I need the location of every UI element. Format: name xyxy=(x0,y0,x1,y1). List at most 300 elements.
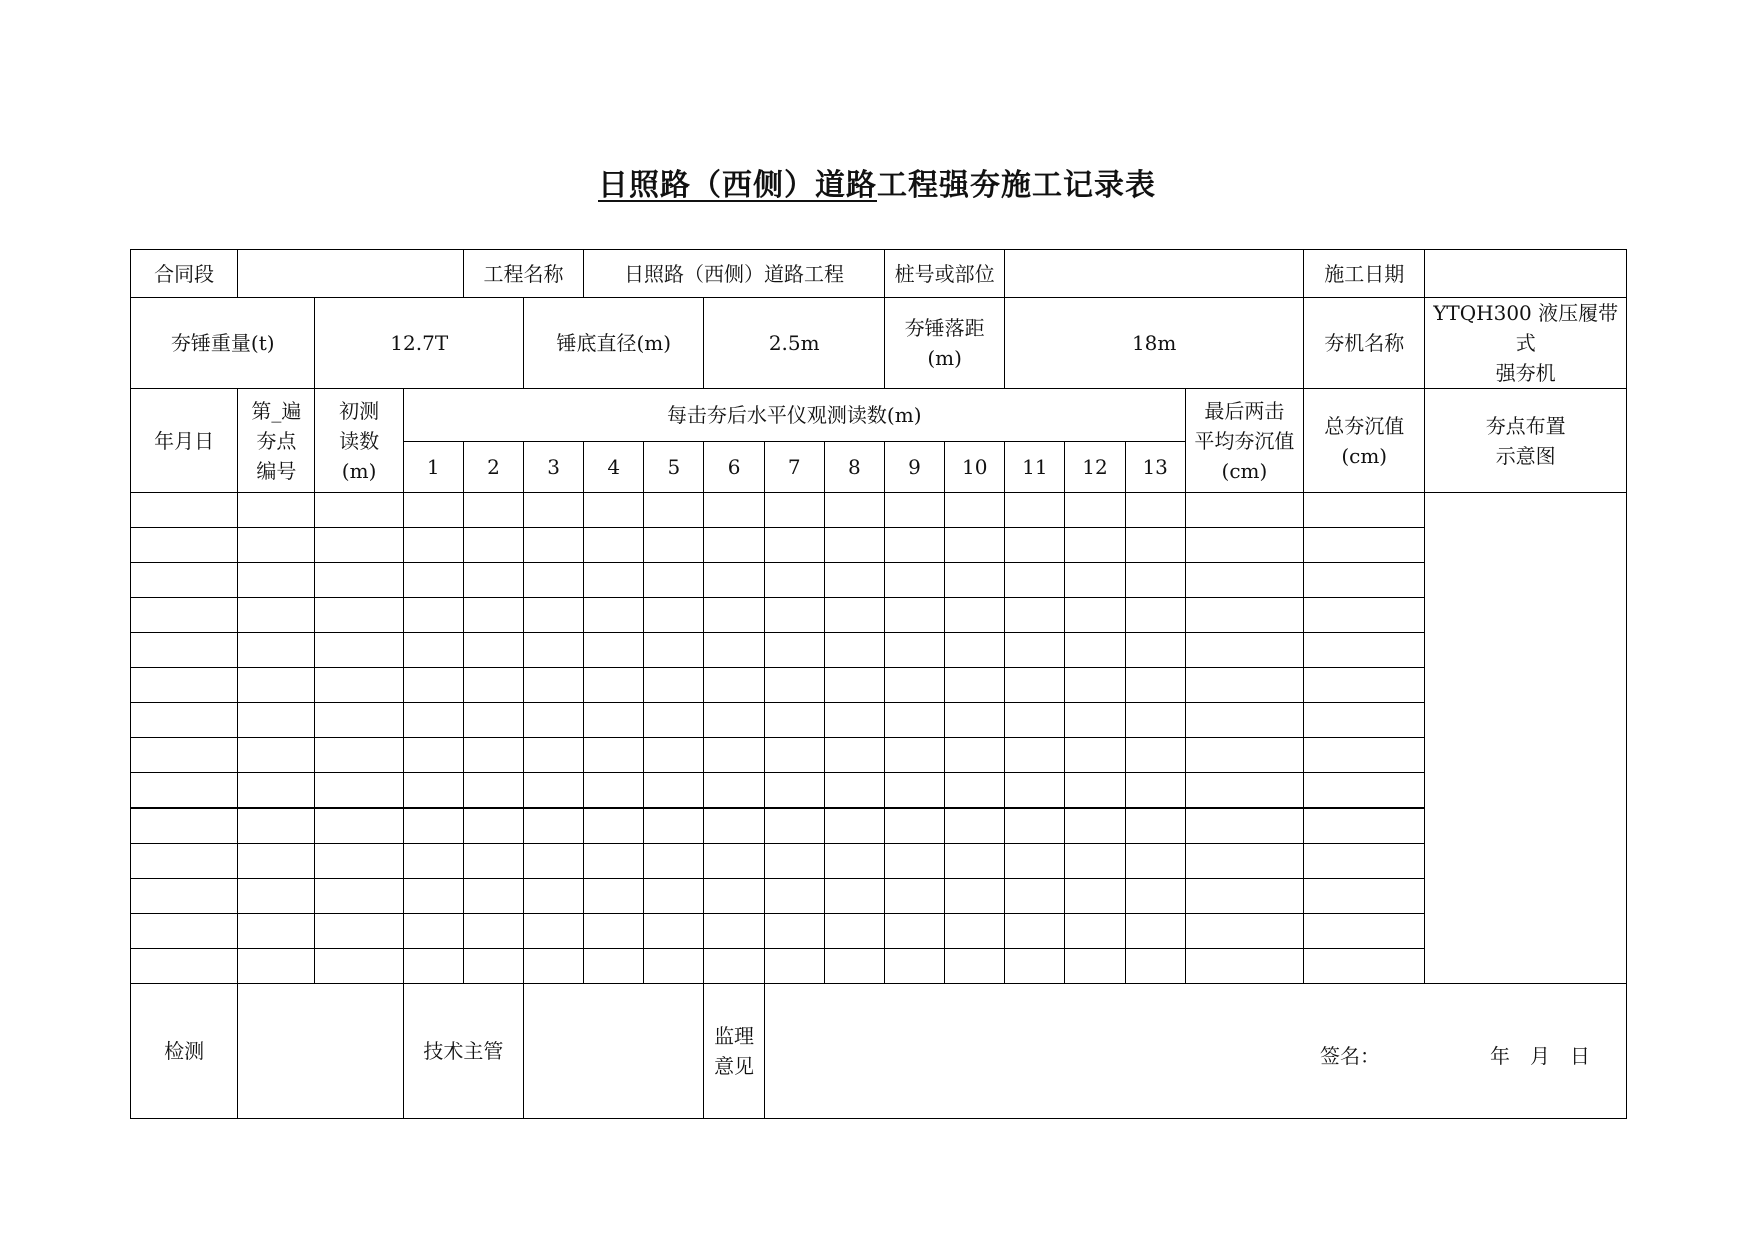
table-cell[interactable] xyxy=(1065,633,1125,668)
table-cell[interactable] xyxy=(704,879,764,914)
table-cell[interactable] xyxy=(584,703,644,738)
table-cell[interactable] xyxy=(131,668,238,703)
table-cell[interactable] xyxy=(1065,738,1125,773)
table-cell[interactable] xyxy=(884,633,944,668)
drop-height-value: 18m xyxy=(1005,298,1304,389)
table-cell[interactable] xyxy=(1185,773,1303,809)
table-cell[interactable] xyxy=(524,598,584,633)
table-cell[interactable] xyxy=(1185,738,1303,773)
table-cell[interactable] xyxy=(1005,738,1065,773)
table-cell[interactable] xyxy=(824,703,884,738)
table-cell[interactable] xyxy=(824,773,884,809)
table-cell[interactable] xyxy=(584,528,644,563)
table-cell[interactable] xyxy=(644,563,704,598)
table-cell[interactable] xyxy=(1005,528,1065,563)
table-cell[interactable] xyxy=(764,633,824,668)
table-cell[interactable] xyxy=(1065,703,1125,738)
table-cell[interactable] xyxy=(1185,879,1303,914)
table-row xyxy=(131,703,1627,738)
table-cell[interactable] xyxy=(1304,703,1425,738)
reading-number: 1 xyxy=(403,442,463,493)
signature-line xyxy=(1320,1040,1590,1069)
table-cell[interactable] xyxy=(764,844,824,879)
table-row xyxy=(131,808,1627,844)
table-cell[interactable] xyxy=(584,773,644,809)
table-cell[interactable] xyxy=(1125,598,1185,633)
table-row xyxy=(131,738,1627,773)
table-cell[interactable] xyxy=(131,528,238,563)
table-row xyxy=(131,914,1627,949)
hammer-weight-value: 12.7T xyxy=(315,298,524,389)
table-cell[interactable] xyxy=(764,738,824,773)
table-cell[interactable] xyxy=(764,493,824,528)
table-cell[interactable] xyxy=(945,738,1005,773)
table-cell[interactable] xyxy=(644,668,704,703)
table-cell[interactable] xyxy=(644,493,704,528)
tech-supervisor-field[interactable] xyxy=(524,984,704,1119)
contract-section-label: 合同段 xyxy=(131,250,238,298)
table-cell[interactable] xyxy=(1125,949,1185,984)
table-cell[interactable] xyxy=(884,914,944,949)
table-cell[interactable] xyxy=(824,914,884,949)
table-cell[interactable] xyxy=(1005,703,1065,738)
table-cell[interactable] xyxy=(1005,633,1065,668)
table-cell[interactable] xyxy=(764,808,824,844)
table-cell[interactable] xyxy=(704,808,764,844)
table-cell[interactable] xyxy=(644,598,704,633)
table-cell[interactable] xyxy=(463,703,523,738)
table-cell[interactable] xyxy=(315,738,403,773)
table-cell[interactable] xyxy=(1065,914,1125,949)
table-cell[interactable] xyxy=(824,563,884,598)
table-cell[interactable] xyxy=(463,914,523,949)
table-cell[interactable] xyxy=(884,879,944,914)
table-cell[interactable] xyxy=(1005,808,1065,844)
table-cell[interactable] xyxy=(704,703,764,738)
table-cell[interactable] xyxy=(524,703,584,738)
table-cell[interactable] xyxy=(704,598,764,633)
station-field[interactable] xyxy=(1005,250,1304,298)
table-cell[interactable] xyxy=(131,703,238,738)
table-cell[interactable] xyxy=(824,598,884,633)
table-cell[interactable] xyxy=(238,703,315,738)
table-cell[interactable] xyxy=(1304,493,1425,528)
header-row-2 xyxy=(131,298,1627,389)
reading-number: 5 xyxy=(644,442,704,493)
table-cell[interactable] xyxy=(315,773,403,809)
table-cell[interactable] xyxy=(315,563,403,598)
total-line2: (cm) xyxy=(1341,443,1388,468)
table-row xyxy=(131,633,1627,668)
table-cell[interactable] xyxy=(238,598,315,633)
table-cell[interactable] xyxy=(463,598,523,633)
table-cell[interactable] xyxy=(1304,738,1425,773)
table-cell[interactable] xyxy=(524,528,584,563)
table-row xyxy=(131,949,1627,984)
table-cell[interactable] xyxy=(315,879,403,914)
table-cell[interactable] xyxy=(403,949,463,984)
table-cell[interactable] xyxy=(1125,528,1185,563)
table-cell[interactable] xyxy=(644,914,704,949)
table-cell[interactable] xyxy=(945,879,1005,914)
table-cell[interactable] xyxy=(704,493,764,528)
table-cell[interactable] xyxy=(945,844,1005,879)
table-cell[interactable] xyxy=(1185,528,1303,563)
table-cell[interactable] xyxy=(1065,879,1125,914)
table-cell[interactable] xyxy=(403,738,463,773)
table-cell[interactable] xyxy=(238,949,315,984)
table-cell[interactable] xyxy=(524,879,584,914)
table-cell[interactable] xyxy=(524,493,584,528)
table-cell[interactable] xyxy=(945,773,1005,809)
last-two-line2: 平均夯沉值 xyxy=(1194,428,1295,453)
table-cell[interactable] xyxy=(131,949,238,984)
table-cell[interactable] xyxy=(884,738,944,773)
table-cell[interactable] xyxy=(1065,598,1125,633)
table-cell[interactable] xyxy=(463,844,523,879)
table-cell[interactable] xyxy=(584,808,644,844)
table-cell[interactable] xyxy=(315,949,403,984)
table-cell[interactable] xyxy=(1005,493,1065,528)
table-cell[interactable] xyxy=(945,633,1005,668)
table-cell[interactable] xyxy=(238,808,315,844)
table-cell[interactable] xyxy=(584,633,644,668)
table-cell[interactable] xyxy=(884,563,944,598)
contract-section-field[interactable] xyxy=(238,250,464,298)
table-cell[interactable] xyxy=(1065,844,1125,879)
table-cell[interactable] xyxy=(238,528,315,563)
table-cell[interactable] xyxy=(1005,949,1065,984)
table-cell[interactable] xyxy=(238,773,315,809)
machine-name-label: 夯机名称 xyxy=(1304,298,1425,389)
table-cell[interactable] xyxy=(403,914,463,949)
table-cell[interactable] xyxy=(644,844,704,879)
inspection-field[interactable] xyxy=(238,984,403,1119)
table-cell[interactable] xyxy=(238,633,315,668)
table-cell[interactable] xyxy=(463,633,523,668)
table-cell[interactable] xyxy=(704,773,764,809)
table-cell[interactable] xyxy=(524,738,584,773)
table-cell[interactable] xyxy=(884,773,944,809)
table-cell[interactable] xyxy=(764,528,824,563)
table-cell[interactable] xyxy=(1185,563,1303,598)
table-cell[interactable] xyxy=(884,808,944,844)
table-cell[interactable] xyxy=(524,563,584,598)
table-cell[interactable] xyxy=(764,879,824,914)
table-cell[interactable] xyxy=(315,633,403,668)
table-cell[interactable] xyxy=(1125,738,1185,773)
table-cell[interactable] xyxy=(704,633,764,668)
station-label: 桩号或部位 xyxy=(884,250,1004,298)
table-cell[interactable] xyxy=(824,844,884,879)
table-cell[interactable] xyxy=(945,668,1005,703)
table-cell[interactable] xyxy=(524,914,584,949)
table-cell[interactable] xyxy=(1125,493,1185,528)
table-cell[interactable] xyxy=(1304,808,1425,844)
table-cell[interactable] xyxy=(824,879,884,914)
table-cell[interactable] xyxy=(945,528,1005,563)
table-cell[interactable] xyxy=(884,949,944,984)
table-cell[interactable] xyxy=(1125,808,1185,844)
reading-number: 11 xyxy=(1005,442,1065,493)
table-cell[interactable] xyxy=(403,563,463,598)
table-cell[interactable] xyxy=(824,668,884,703)
table-cell[interactable] xyxy=(884,528,944,563)
reading-number: 4 xyxy=(584,442,644,493)
table-cell[interactable] xyxy=(403,844,463,879)
table-cell[interactable] xyxy=(1304,949,1425,984)
col-readings-group-header: 每击夯后水平仪观测读数(m) xyxy=(403,389,1185,442)
table-cell[interactable] xyxy=(1304,563,1425,598)
table-cell[interactable] xyxy=(1125,563,1185,598)
table-cell[interactable] xyxy=(1304,844,1425,879)
table-cell[interactable] xyxy=(1125,844,1185,879)
reading-number: 10 xyxy=(945,442,1005,493)
table-cell[interactable] xyxy=(403,703,463,738)
supervision-opinion-label xyxy=(704,984,764,1119)
table-cell[interactable] xyxy=(403,879,463,914)
table-cell[interactable] xyxy=(238,879,315,914)
pass-point-line2: 夯点 xyxy=(256,428,297,453)
table-cell[interactable] xyxy=(824,528,884,563)
table-cell[interactable] xyxy=(315,528,403,563)
table-cell[interactable] xyxy=(764,668,824,703)
table-cell[interactable] xyxy=(238,493,315,528)
table-cell[interactable] xyxy=(1005,563,1065,598)
table-cell[interactable] xyxy=(644,949,704,984)
table-cell[interactable] xyxy=(1185,808,1303,844)
table-cell[interactable] xyxy=(824,493,884,528)
table-cell[interactable] xyxy=(584,914,644,949)
reading-number: 12 xyxy=(1065,442,1125,493)
table-cell[interactable] xyxy=(1005,668,1065,703)
table-cell[interactable] xyxy=(131,914,238,949)
table-cell[interactable] xyxy=(463,738,523,773)
table-cell[interactable] xyxy=(824,808,884,844)
table-cell[interactable] xyxy=(1065,773,1125,809)
table-cell[interactable] xyxy=(403,528,463,563)
table-cell[interactable] xyxy=(644,808,704,844)
table-cell[interactable] xyxy=(1065,668,1125,703)
table-cell[interactable] xyxy=(315,668,403,703)
table-cell[interactable] xyxy=(704,914,764,949)
table-cell[interactable] xyxy=(403,493,463,528)
table-cell[interactable] xyxy=(1185,598,1303,633)
table-cell[interactable] xyxy=(1065,493,1125,528)
table-cell[interactable] xyxy=(1065,528,1125,563)
table-cell[interactable] xyxy=(704,563,764,598)
table-cell[interactable] xyxy=(238,668,315,703)
table-cell[interactable] xyxy=(1304,528,1425,563)
table-cell[interactable] xyxy=(644,773,704,809)
table-cell[interactable] xyxy=(945,703,1005,738)
table-cell[interactable] xyxy=(584,668,644,703)
table-cell[interactable] xyxy=(131,563,238,598)
table-cell[interactable] xyxy=(644,703,704,738)
table-cell[interactable] xyxy=(764,703,824,738)
table-cell[interactable] xyxy=(884,493,944,528)
table-cell[interactable] xyxy=(524,808,584,844)
machine-name-line1: YTQH300 液压履带式 xyxy=(1433,301,1619,355)
table-cell[interactable] xyxy=(463,949,523,984)
table-cell[interactable] xyxy=(463,563,523,598)
table-cell[interactable] xyxy=(315,598,403,633)
table-cell[interactable] xyxy=(1005,879,1065,914)
table-cell[interactable] xyxy=(644,528,704,563)
table-cell[interactable] xyxy=(1185,703,1303,738)
table-cell[interactable] xyxy=(945,493,1005,528)
table-cell[interactable] xyxy=(824,949,884,984)
table-cell[interactable] xyxy=(524,949,584,984)
table-cell[interactable] xyxy=(524,844,584,879)
table-cell[interactable] xyxy=(463,668,523,703)
title-rest: 工程强夯施工记录表 xyxy=(877,168,1156,203)
table-cell[interactable] xyxy=(238,914,315,949)
hammer-weight-label: 夯锤重量(t) xyxy=(131,298,315,389)
header-row-1 xyxy=(131,250,1627,298)
table-cell[interactable] xyxy=(131,773,238,809)
table-cell[interactable] xyxy=(1185,949,1303,984)
table-cell[interactable] xyxy=(1125,633,1185,668)
reading-number: 2 xyxy=(463,442,523,493)
table-cell[interactable] xyxy=(1005,844,1065,879)
table-cell[interactable] xyxy=(584,879,644,914)
table-cell[interactable] xyxy=(1125,914,1185,949)
table-cell[interactable] xyxy=(704,738,764,773)
table-cell[interactable] xyxy=(704,528,764,563)
table-cell[interactable] xyxy=(1125,703,1185,738)
table-cell[interactable] xyxy=(1304,773,1425,809)
table-cell[interactable] xyxy=(824,738,884,773)
table-cell[interactable] xyxy=(463,808,523,844)
table-cell[interactable] xyxy=(1304,598,1425,633)
table-cell[interactable] xyxy=(704,949,764,984)
table-cell[interactable] xyxy=(1304,668,1425,703)
project-name-value: 日照路（西侧）道路工程 xyxy=(584,250,885,298)
table-cell[interactable] xyxy=(1125,668,1185,703)
table-cell[interactable] xyxy=(131,738,238,773)
table-cell[interactable] xyxy=(315,844,403,879)
table-cell[interactable] xyxy=(1185,668,1303,703)
table-cell[interactable] xyxy=(584,844,644,879)
table-row xyxy=(131,563,1627,598)
table-cell[interactable] xyxy=(131,844,238,879)
last-two-line1: 最后两击 xyxy=(1204,398,1285,423)
initial-line2: 读数 xyxy=(339,428,380,453)
table-cell[interactable] xyxy=(764,773,824,809)
total-line1: 总夯沉值 xyxy=(1324,413,1405,438)
table-cell[interactable] xyxy=(584,598,644,633)
table-cell[interactable] xyxy=(764,949,824,984)
table-cell[interactable] xyxy=(524,633,584,668)
table-cell[interactable] xyxy=(1005,598,1065,633)
table-cell[interactable] xyxy=(764,914,824,949)
table-cell[interactable] xyxy=(1125,879,1185,914)
table-cell[interactable] xyxy=(644,633,704,668)
table-row xyxy=(131,528,1627,563)
table-cell[interactable] xyxy=(824,633,884,668)
table-cell[interactable] xyxy=(1185,633,1303,668)
table-cell[interactable] xyxy=(1185,844,1303,879)
table-cell[interactable] xyxy=(1065,808,1125,844)
table-cell[interactable] xyxy=(1005,773,1065,809)
layout-diagram-area[interactable] xyxy=(1425,493,1627,984)
table-cell[interactable] xyxy=(403,598,463,633)
table-cell[interactable] xyxy=(131,808,238,844)
table-cell[interactable] xyxy=(1185,914,1303,949)
table-cell[interactable] xyxy=(1065,563,1125,598)
table-cell[interactable] xyxy=(1304,879,1425,914)
table-cell[interactable] xyxy=(315,808,403,844)
table-cell[interactable] xyxy=(945,914,1005,949)
table-cell[interactable] xyxy=(238,563,315,598)
table-cell[interactable] xyxy=(131,493,238,528)
table-cell[interactable] xyxy=(131,598,238,633)
table-cell[interactable] xyxy=(584,563,644,598)
table-cell[interactable] xyxy=(945,808,1005,844)
table-cell[interactable] xyxy=(884,668,944,703)
table-cell[interactable] xyxy=(131,633,238,668)
table-cell[interactable] xyxy=(238,738,315,773)
table-cell[interactable] xyxy=(315,703,403,738)
table-cell[interactable] xyxy=(584,493,644,528)
table-cell[interactable] xyxy=(315,914,403,949)
pass-point-line1: 第_遍 xyxy=(251,398,302,423)
table-cell[interactable] xyxy=(945,949,1005,984)
table-cell[interactable] xyxy=(1304,633,1425,668)
table-cell[interactable] xyxy=(1065,949,1125,984)
table-cell[interactable] xyxy=(584,949,644,984)
table-cell[interactable] xyxy=(315,493,403,528)
table-cell[interactable] xyxy=(945,598,1005,633)
construction-date-field[interactable] xyxy=(1425,250,1627,298)
table-cell[interactable] xyxy=(238,844,315,879)
table-cell[interactable] xyxy=(403,808,463,844)
table-cell[interactable] xyxy=(884,844,944,879)
table-cell[interactable] xyxy=(644,738,704,773)
table-cell[interactable] xyxy=(463,879,523,914)
table-cell[interactable] xyxy=(945,563,1005,598)
table-cell[interactable] xyxy=(463,528,523,563)
layout-line2: 示意图 xyxy=(1495,443,1556,468)
table-cell[interactable] xyxy=(704,844,764,879)
table-cell[interactable] xyxy=(1185,493,1303,528)
table-cell[interactable] xyxy=(1304,914,1425,949)
table-cell[interactable] xyxy=(131,879,238,914)
table-cell[interactable] xyxy=(463,773,523,809)
table-cell[interactable] xyxy=(884,703,944,738)
table-cell[interactable] xyxy=(884,598,944,633)
table-cell[interactable] xyxy=(403,773,463,809)
table-cell[interactable] xyxy=(403,633,463,668)
table-cell[interactable] xyxy=(584,738,644,773)
table-cell[interactable] xyxy=(524,668,584,703)
table-row xyxy=(131,668,1627,703)
table-cell[interactable] xyxy=(1005,914,1065,949)
table-cell[interactable] xyxy=(764,598,824,633)
table-cell[interactable] xyxy=(1125,773,1185,809)
table-cell[interactable] xyxy=(403,668,463,703)
title-underlined-part: 日照路（西侧）道路 xyxy=(598,168,877,203)
reading-number: 8 xyxy=(824,442,884,493)
table-cell[interactable] xyxy=(764,563,824,598)
table-cell[interactable] xyxy=(704,668,764,703)
pass-point-line3: 编号 xyxy=(256,458,297,483)
table-cell[interactable] xyxy=(463,493,523,528)
table-cell[interactable] xyxy=(524,773,584,809)
table-cell[interactable] xyxy=(644,879,704,914)
table-row xyxy=(131,598,1627,633)
